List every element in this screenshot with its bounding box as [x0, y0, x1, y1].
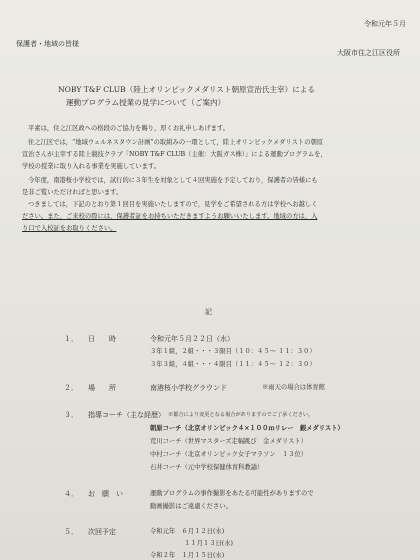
section-number: ２． — [64, 384, 78, 392]
coach-change-note: ※都合により変更となる場合がありますのでご了承ください。 — [168, 412, 314, 418]
issue-date: 令和元年５月 — [364, 20, 406, 28]
body-line-underlined: ださい。また，ご来校の際には，保護者証をお持ちいただきますようお願いいたします。地域の方は，入 — [22, 213, 318, 220]
body-line: 今年度，南港桜小学校では，試行的に３年生を対象として４回実施を予定しており，保護者の皆様にも — [28, 177, 318, 184]
section-label-datetime: 日 時 — [88, 335, 116, 343]
sender: 大阪市住之江区役所 — [337, 49, 400, 57]
coach-entry: 荒川コーチ（世界マスターズ走幅跳び 金メダリスト） — [150, 438, 307, 445]
request-text: 運動プログラムの事作撮影をあたる可能性がありますので — [150, 490, 314, 497]
next-date: 令和元年 ６月１２日(水) — [150, 528, 225, 535]
event-place: 南港桜小学校グラウンド — [150, 384, 227, 392]
body-line: つきましては，下記のとおり第１回目を実施いたしますので，見学をご希望される方は学校へお越しく — [28, 201, 318, 208]
document-title-line2: 運動プログラム授業の見学について（ご案内） — [66, 98, 226, 107]
section-label-coaches: 指導コーチ（主な経歴） — [88, 411, 165, 419]
event-date: 令和元年５月２２日（水） — [150, 335, 234, 343]
coach-entry: 石井コーチ（元中学校保健体育科教諭） — [150, 464, 264, 471]
next-date: 令和２年 １月１５日(水) — [150, 552, 225, 559]
ki-heading: 記 — [205, 308, 212, 316]
schedule-row: ３年３組，４組・・・４限目（１１：４５～ １２：３０） — [150, 361, 316, 368]
rain-note: ※雨天の場合は体育館 — [262, 384, 325, 391]
body-line: 住之江区では，“地域ウェルネスタウン計画”の取組みの一環として，陸上オリンピックメダリストの朝原 — [28, 139, 324, 146]
body-line: 平素は，住之江区政への格段のご協力を賜り，厚くお礼申しあげます。 — [28, 125, 229, 132]
document-title-line1: NOBY T&F CLUB（陸上オリンピックメダリスト朝原宣治氏主宰）による — [58, 85, 315, 94]
section-label-request: お 願 い — [88, 490, 123, 498]
next-date: １１月１３日(水) — [184, 540, 233, 547]
body-line: 是非ご覧いただければと思います。 — [22, 189, 123, 196]
body-line: 宣治さんが主宰する陸上競技クラブ「NOBY T&F CLUB（主催：大阪ガス株）」による運動プログラムを， — [22, 151, 327, 158]
section-number: １． — [64, 335, 78, 343]
section-number: ４． — [64, 490, 78, 498]
body-line-underlined: り口で入校証をお取りください。 — [22, 225, 117, 232]
section-label-next: 次回予定 — [88, 528, 116, 536]
section-label-place: 場 所 — [88, 384, 116, 392]
section-number: ５． — [64, 528, 78, 536]
request-text: 動画撮影はご遠慮ください。 — [150, 503, 232, 510]
addressee: 保護者・地域の皆様 — [16, 40, 79, 48]
section-number: ３． — [64, 411, 78, 419]
schedule-row: ３年１組，２組・・・３限目（１０：４５～ １１：３０） — [150, 348, 316, 355]
body-line: 学校の授業に取り入れる事業を実施しています。 — [22, 163, 161, 170]
coach-entry: 朝原コーチ（北京オリンピック４×１００ｍリレー 銀メダリスト） — [150, 425, 344, 432]
coach-entry: 中村コーチ（北京オリンピック女子マラソン １３位） — [150, 451, 308, 458]
